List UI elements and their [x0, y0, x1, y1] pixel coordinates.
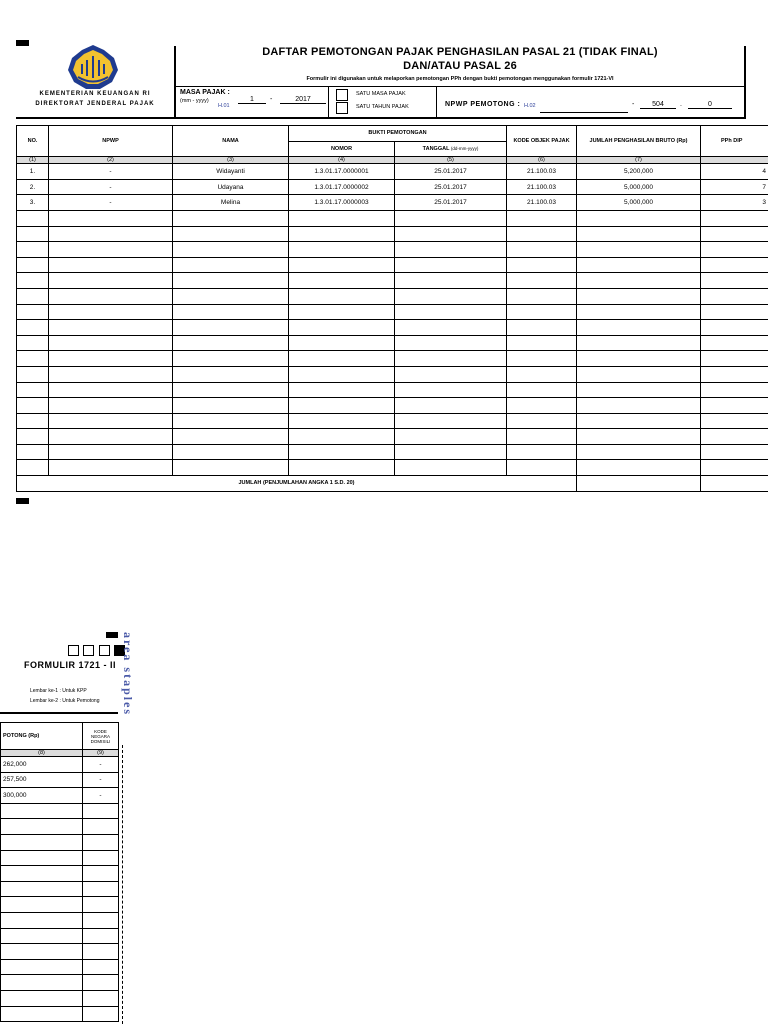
table-row-empty[interactable] [17, 413, 768, 429]
row-pph[interactable]: 3 [701, 195, 768, 211]
table-row-empty[interactable] [1, 897, 119, 913]
empty-cell[interactable] [17, 273, 49, 289]
empty-cell[interactable] [17, 398, 49, 414]
table-row-empty[interactable] [1, 866, 119, 882]
empty-cell[interactable] [83, 912, 119, 928]
empty-cell[interactable] [701, 366, 768, 382]
empty-cell[interactable] [395, 257, 507, 273]
empty-cell[interactable] [289, 257, 395, 273]
empty-cell[interactable] [507, 210, 577, 226]
table-row-empty[interactable] [17, 351, 768, 367]
table-row-empty[interactable] [1, 881, 119, 897]
masa-year-field[interactable]: 2017 [280, 96, 326, 104]
row-nama[interactable]: Udayana [173, 179, 289, 195]
empty-cell[interactable] [507, 382, 577, 398]
empty-cell[interactable] [395, 460, 507, 476]
empty-cell[interactable] [83, 866, 119, 882]
empty-cell[interactable] [17, 288, 49, 304]
masa-pajak-format: (mm - yyyy) [180, 98, 209, 104]
empty-cell[interactable] [49, 351, 173, 367]
empty-cell[interactable] [507, 320, 577, 336]
empty-cell[interactable] [1, 959, 83, 975]
empty-cell[interactable] [507, 304, 577, 320]
empty-cell[interactable] [17, 382, 49, 398]
empty-cell[interactable] [289, 366, 395, 382]
empty-cell[interactable] [1, 834, 83, 850]
empty-cell[interactable] [83, 803, 119, 819]
row-nama[interactable]: Widayanti [173, 164, 289, 180]
row-no: 1. [17, 164, 49, 180]
empty-cell[interactable] [83, 881, 119, 897]
table-row[interactable] [17, 195, 768, 211]
empty-cell[interactable] [701, 429, 768, 445]
row-pph[interactable]: 4 [701, 164, 768, 180]
empty-cell[interactable] [395, 210, 507, 226]
jumlah-bruto-total[interactable] [577, 476, 701, 492]
directorate-name: DIREKTORAT JENDERAL PAJAK [35, 101, 155, 107]
col-nama-header: NAMA [173, 126, 289, 157]
table-row-empty[interactable] [17, 288, 768, 304]
jumlah-row-label: JUMLAH (PENJUMLAHAN ANGKA 1 S.D. 20) [17, 476, 577, 492]
ministry-name: KEMENTERIAN KEUANGAN RI [39, 91, 151, 97]
empty-cell[interactable] [577, 304, 701, 320]
empty-cell[interactable] [701, 242, 768, 258]
empty-cell[interactable] [507, 429, 577, 445]
row-pph-dipotong[interactable]: 262,000 [1, 757, 83, 773]
empty-cell[interactable] [701, 444, 768, 460]
table-row-empty[interactable] [17, 226, 768, 242]
empty-cell[interactable] [507, 460, 577, 476]
empty-cell[interactable] [395, 366, 507, 382]
empty-cell[interactable] [577, 335, 701, 351]
row-npwp[interactable]: - [49, 164, 173, 180]
table-row[interactable] [1, 788, 119, 804]
table-row-empty[interactable] [17, 444, 768, 460]
empty-cell[interactable] [289, 398, 395, 414]
col-no-header: NO. [17, 126, 49, 157]
empty-cell[interactable] [507, 273, 577, 289]
col-pph-header: PPh DIP [701, 126, 768, 157]
empty-cell[interactable] [395, 429, 507, 445]
empty-cell[interactable] [17, 335, 49, 351]
row-npwp[interactable]: - [49, 179, 173, 195]
row-no: 2. [17, 179, 49, 195]
empty-cell[interactable] [1, 944, 83, 960]
row-nomor[interactable]: 1.3.01.17.0000002 [289, 179, 395, 195]
npwp-pemotong-label: NPWP PEMOTONG : [445, 101, 521, 108]
empty-cell[interactable] [83, 850, 119, 866]
row-npwp[interactable]: - [49, 195, 173, 211]
empty-cell[interactable] [1, 803, 83, 819]
empty-cell[interactable] [577, 413, 701, 429]
empty-cell[interactable] [701, 304, 768, 320]
table-row-empty[interactable] [17, 320, 768, 336]
registration-mark [106, 632, 118, 638]
empty-cell[interactable] [395, 226, 507, 242]
col-jumlah-header: JUMLAH PENGHASILAN BRUTO (Rp) [577, 126, 701, 157]
row-nomor[interactable]: 1.3.01.17.0000003 [289, 195, 395, 211]
empty-cell[interactable] [173, 320, 289, 336]
col-number: (6) [507, 157, 577, 164]
empty-cell[interactable] [289, 242, 395, 258]
empty-cell[interactable] [289, 226, 395, 242]
empty-cell[interactable] [507, 226, 577, 242]
empty-cell[interactable] [577, 226, 701, 242]
empty-cell[interactable] [173, 382, 289, 398]
masa-separator: - [270, 96, 273, 103]
empty-cell[interactable] [83, 1006, 119, 1022]
empty-cell[interactable] [1, 850, 83, 866]
empty-cell[interactable] [17, 226, 49, 242]
npwp-separator: - [632, 101, 635, 108]
col-number: (7) [577, 157, 701, 164]
col-tanggal-header: TANGGAL (dd-mm-yyyy) [395, 141, 507, 157]
row-kode[interactable]: 21.100.03 [507, 164, 577, 180]
registration-mark [16, 498, 29, 504]
empty-cell[interactable] [1, 990, 83, 1006]
empty-cell[interactable] [289, 288, 395, 304]
empty-cell[interactable] [173, 429, 289, 445]
empty-cell[interactable] [17, 320, 49, 336]
col-number: (8) [1, 750, 83, 757]
staple-line [122, 745, 123, 1024]
empty-cell[interactable] [577, 273, 701, 289]
empty-cell[interactable] [577, 257, 701, 273]
empty-cell[interactable] [577, 242, 701, 258]
row-kode[interactable]: 21.100.03 [507, 179, 577, 195]
empty-cell[interactable] [577, 288, 701, 304]
empty-cell[interactable] [395, 398, 507, 414]
empty-cell[interactable] [173, 210, 289, 226]
empty-cell[interactable] [289, 382, 395, 398]
empty-cell[interactable] [1, 928, 83, 944]
jumlah-pph-total[interactable] [701, 476, 768, 492]
empty-cell[interactable] [49, 210, 173, 226]
empty-cell[interactable] [49, 320, 173, 336]
empty-cell[interactable] [49, 242, 173, 258]
empty-cell[interactable] [289, 273, 395, 289]
empty-cell[interactable] [577, 366, 701, 382]
form-title: DAFTAR PEMOTONGAN PAJAK PENGHASILAN PASAL 21 (TIDAK FINAL) [262, 46, 658, 58]
table-row[interactable] [1, 757, 119, 773]
empty-cell[interactable] [1, 866, 83, 882]
empty-cell[interactable] [289, 429, 395, 445]
empty-cell[interactable] [289, 320, 395, 336]
row-kode-negara[interactable]: - [83, 757, 119, 773]
empty-cell[interactable] [1, 881, 83, 897]
empty-cell[interactable] [577, 429, 701, 445]
empty-cell[interactable] [173, 288, 289, 304]
row-bruto[interactable]: 5,000,000 [577, 195, 701, 211]
empty-cell[interactable] [49, 413, 173, 429]
table-row-empty[interactable] [1, 944, 119, 960]
empty-cell[interactable] [49, 226, 173, 242]
empty-cell[interactable] [17, 304, 49, 320]
table-row-empty[interactable] [17, 242, 768, 258]
table-row[interactable] [17, 164, 768, 180]
empty-cell[interactable] [395, 242, 507, 258]
table-row-empty[interactable] [17, 210, 768, 226]
empty-cell[interactable] [395, 320, 507, 336]
empty-cell[interactable] [49, 366, 173, 382]
empty-cell[interactable] [701, 257, 768, 273]
table-row-empty[interactable] [17, 398, 768, 414]
satu-tahun-checkbox[interactable] [336, 102, 348, 114]
empty-cell[interactable] [577, 351, 701, 367]
empty-cell[interactable] [49, 444, 173, 460]
empty-cell[interactable] [701, 382, 768, 398]
col-number: (3) [173, 157, 289, 164]
empty-cell[interactable] [173, 273, 289, 289]
empty-cell[interactable] [83, 990, 119, 1006]
empty-cell[interactable] [83, 819, 119, 835]
row-nama[interactable]: Melina [173, 195, 289, 211]
empty-cell[interactable] [395, 335, 507, 351]
row-bruto[interactable]: 5,200,000 [577, 164, 701, 180]
empty-cell[interactable] [289, 444, 395, 460]
empty-cell[interactable] [701, 351, 768, 367]
empty-cell[interactable] [289, 210, 395, 226]
npwp-separator: . [680, 101, 682, 108]
empty-cell[interactable] [173, 226, 289, 242]
col-bukti-header: BUKTI PEMOTONGAN [289, 126, 507, 142]
col-number: (1) [17, 157, 49, 164]
empty-cell[interactable] [17, 366, 49, 382]
table-row-empty[interactable] [1, 819, 119, 835]
empty-cell[interactable] [507, 413, 577, 429]
empty-cell[interactable] [395, 273, 507, 289]
empty-cell[interactable] [395, 382, 507, 398]
empty-cell[interactable] [1, 975, 83, 991]
empty-cell[interactable] [49, 335, 173, 351]
table-row-empty[interactable] [1, 990, 119, 1006]
masa-month-field[interactable]: 1 [238, 96, 266, 104]
empty-cell[interactable] [1, 897, 83, 913]
table-row-empty[interactable] [17, 304, 768, 320]
row-bruto[interactable]: 5,000,000 [577, 179, 701, 195]
row-tanggal[interactable]: 25.01.2017 [395, 195, 507, 211]
row-kode-negara[interactable]: - [83, 788, 119, 804]
empty-cell[interactable] [577, 460, 701, 476]
table-row-empty[interactable] [17, 460, 768, 476]
empty-cell[interactable] [507, 242, 577, 258]
empty-cell[interactable] [395, 304, 507, 320]
npwp-part2-field[interactable]: 504 [640, 101, 676, 109]
row-kode[interactable]: 21.100.03 [507, 195, 577, 211]
empty-cell[interactable] [83, 959, 119, 975]
empty-cell[interactable] [17, 210, 49, 226]
empty-cell[interactable] [49, 304, 173, 320]
empty-cell[interactable] [17, 460, 49, 476]
satu-tahun-label: SATU TAHUN PAJAK [356, 104, 409, 110]
empty-cell[interactable] [49, 429, 173, 445]
npwp-part3-field[interactable]: 0 [688, 101, 732, 109]
empty-cell[interactable] [49, 460, 173, 476]
empty-cell[interactable] [17, 444, 49, 460]
empty-cell[interactable] [289, 304, 395, 320]
table-row-empty[interactable] [1, 975, 119, 991]
empty-cell[interactable] [577, 444, 701, 460]
empty-cell[interactable] [289, 351, 395, 367]
empty-cell[interactable] [701, 460, 768, 476]
masa-pajak-label: MASA PAJAK : [180, 89, 230, 96]
table-row-empty[interactable] [17, 335, 768, 351]
table-row[interactable] [17, 179, 768, 195]
empty-cell[interactable] [49, 273, 173, 289]
table-row-empty[interactable] [1, 928, 119, 944]
empty-cell[interactable] [83, 897, 119, 913]
empty-cell[interactable] [577, 398, 701, 414]
empty-cell[interactable] [701, 273, 768, 289]
table-row-empty[interactable] [1, 912, 119, 928]
table-row-empty[interactable] [17, 257, 768, 273]
empty-cell[interactable] [17, 242, 49, 258]
empty-cell[interactable] [507, 288, 577, 304]
empty-cell[interactable] [289, 460, 395, 476]
empty-cell[interactable] [289, 335, 395, 351]
empty-cell[interactable] [173, 366, 289, 382]
empty-cell[interactable] [173, 304, 289, 320]
table-row-empty[interactable] [17, 429, 768, 445]
table-row-empty[interactable] [1, 834, 119, 850]
col-number: (2) [49, 157, 173, 164]
row-tanggal[interactable]: 25.01.2017 [395, 179, 507, 195]
table-row-empty[interactable] [17, 382, 768, 398]
form-number: FORMULIR 1721 - II [24, 660, 117, 670]
empty-cell[interactable] [701, 335, 768, 351]
masa-code: H.01 [218, 103, 230, 109]
col-kode-header: KODE OBJEK PAJAK [507, 126, 577, 157]
staples-area-label: area staples [121, 632, 135, 717]
empty-cell[interactable] [49, 288, 173, 304]
empty-cell[interactable] [701, 413, 768, 429]
table-row-empty[interactable] [17, 366, 768, 382]
empty-cell[interactable] [701, 210, 768, 226]
empty-cell[interactable] [701, 398, 768, 414]
table-row-empty[interactable] [17, 273, 768, 289]
table-row-empty[interactable] [1, 959, 119, 975]
empty-cell[interactable] [577, 382, 701, 398]
empty-cell[interactable] [577, 320, 701, 336]
col-number: (9) [83, 750, 119, 757]
satu-masa-label: SATU MASA PAJAK [356, 91, 406, 97]
empty-cell[interactable] [173, 398, 289, 414]
empty-cell[interactable] [507, 351, 577, 367]
empty-cell[interactable] [17, 257, 49, 273]
registration-mark [16, 40, 29, 46]
table-row-empty[interactable] [1, 1006, 119, 1022]
row-pph-dipotong[interactable]: 257,500 [1, 772, 83, 788]
empty-cell[interactable] [173, 335, 289, 351]
empty-cell[interactable] [1, 912, 83, 928]
empty-cell[interactable] [507, 398, 577, 414]
col-number: (4) [289, 157, 395, 164]
row-no: 3. [17, 195, 49, 211]
empty-cell[interactable] [395, 444, 507, 460]
empty-cell[interactable] [507, 366, 577, 382]
empty-cell[interactable] [1, 1006, 83, 1022]
empty-cell[interactable] [395, 288, 507, 304]
pemotongan-table [16, 125, 768, 492]
empty-cell[interactable] [289, 413, 395, 429]
empty-cell[interactable] [507, 335, 577, 351]
empty-cell[interactable] [395, 351, 507, 367]
empty-cell[interactable] [173, 460, 289, 476]
empty-cell[interactable] [701, 320, 768, 336]
col-npwp-header: NPWP [49, 126, 173, 157]
row-pph-dipotong[interactable]: 300,000 [1, 788, 83, 804]
lembar2-label: Lembar ke-2 : Untuk Pemotong [30, 698, 100, 704]
empty-cell[interactable] [49, 398, 173, 414]
satu-masa-checkbox[interactable] [336, 89, 348, 101]
empty-cell[interactable] [1, 819, 83, 835]
empty-cell[interactable] [173, 351, 289, 367]
table-row-empty[interactable] [1, 850, 119, 866]
ministry-logo-icon [66, 44, 120, 90]
empty-cell[interactable] [17, 429, 49, 445]
table-row-empty[interactable] [1, 803, 119, 819]
empty-cell[interactable] [173, 242, 289, 258]
pph-continuation-table [0, 722, 119, 1022]
npwp-part1-field[interactable] [540, 101, 628, 113]
row-nomor[interactable]: 1.3.01.17.0000001 [289, 164, 395, 180]
empty-cell[interactable] [395, 413, 507, 429]
empty-cell[interactable] [701, 288, 768, 304]
col-kode-negara-header: KODE NEGARA DOMISILI [83, 723, 119, 750]
table-row[interactable] [1, 772, 119, 788]
form-subtitle: Formulir ini digunakan untuk melaporkan pemotongan PPh dengan bukti pemotongan menggunakan formulir 1721-VI [306, 76, 614, 82]
form-title-line2: DAN/ATAU PASAL 26 [403, 60, 517, 72]
empty-cell[interactable] [701, 226, 768, 242]
lembar1-label: Lembar ke-1 : Untuk KPP [30, 688, 87, 694]
col-number [701, 157, 768, 164]
row-tanggal[interactable]: 25.01.2017 [395, 164, 507, 180]
empty-cell[interactable] [83, 944, 119, 960]
empty-cell[interactable] [577, 210, 701, 226]
empty-cell[interactable] [173, 444, 289, 460]
empty-cell[interactable] [83, 928, 119, 944]
row-kode-negara[interactable]: - [83, 772, 119, 788]
empty-cell[interactable] [17, 413, 49, 429]
divider [0, 712, 118, 714]
row-pph[interactable]: 7 [701, 179, 768, 195]
empty-cell[interactable] [507, 257, 577, 273]
empty-cell[interactable] [83, 975, 119, 991]
empty-cell[interactable] [83, 834, 119, 850]
empty-cell[interactable] [507, 444, 577, 460]
col-number: (5) [395, 157, 507, 164]
empty-cell[interactable] [49, 382, 173, 398]
empty-cell[interactable] [49, 257, 173, 273]
page-marker-boxes [68, 643, 125, 661]
empty-cell[interactable] [173, 257, 289, 273]
empty-cell[interactable] [17, 351, 49, 367]
col-pph-dipotong-header: POTONG (Rp) [1, 723, 83, 750]
col-nomor-header: NOMOR [289, 141, 395, 157]
npwp-code: H.02 [524, 103, 536, 109]
empty-cell[interactable] [173, 413, 289, 429]
